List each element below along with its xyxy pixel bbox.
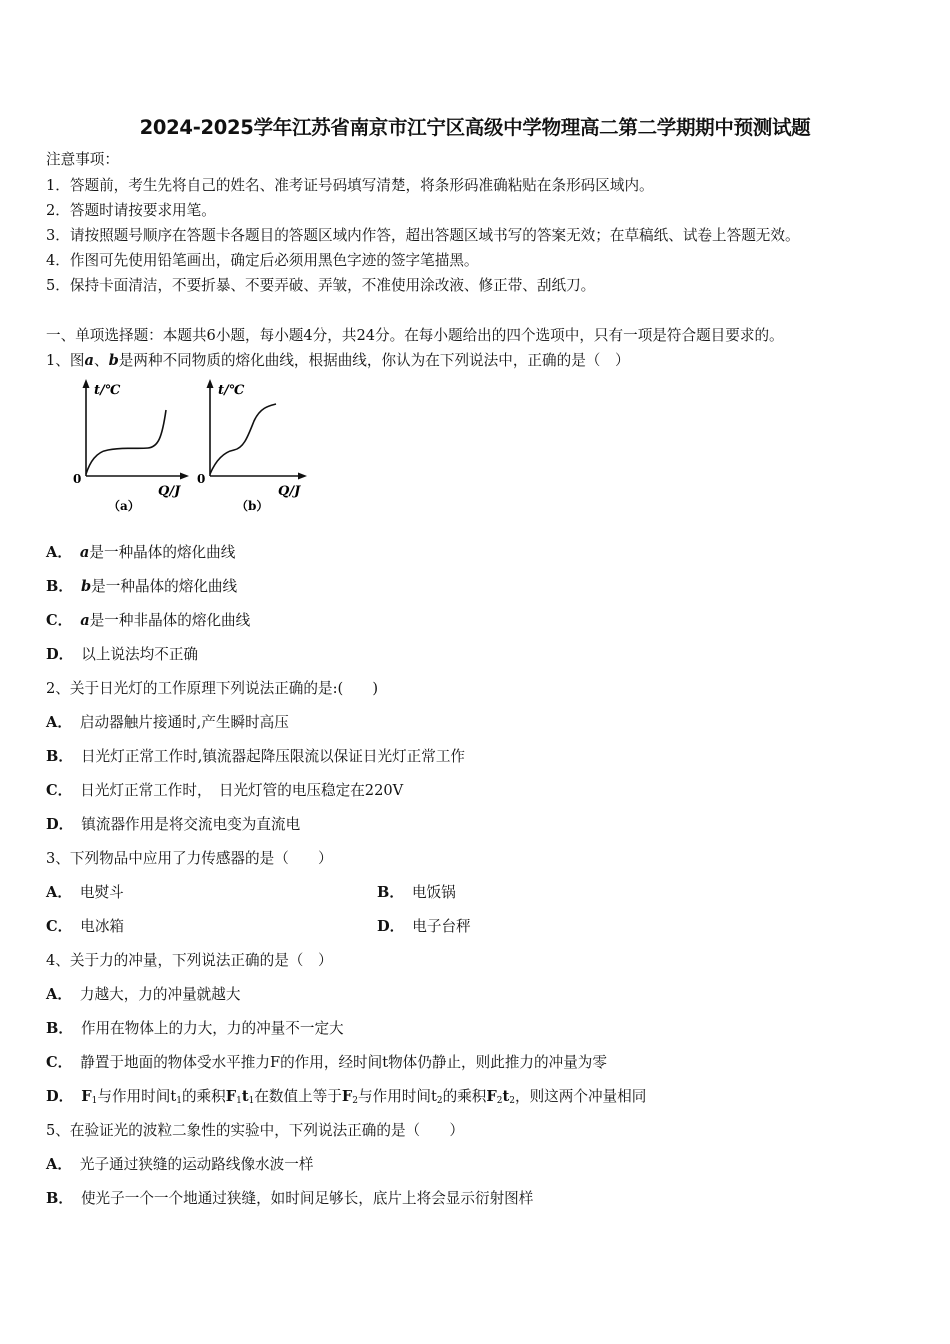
caption-a: （a） <box>108 499 140 513</box>
notice-item: 1．答题前，考生先将自己的姓名、准考证号码填写清楚，将条形码准确粘贴在条形码区域内。 <box>46 177 654 194</box>
graph-a <box>73 379 189 513</box>
melting-curves-figure <box>66 376 316 521</box>
q3-option-a: A． 电熨斗 <box>46 884 124 901</box>
q4-option-b: B． 作用在物体上的力大，力的冲量不一定大 <box>46 1020 344 1037</box>
notice-item: 5．保持卡面清洁，不要折暴、不要弄破、弄皱，不准使用涂改液、修正带、刮纸刀。 <box>46 277 596 294</box>
x-axis-label: Q/J <box>278 484 301 499</box>
y-axis-label: t/℃ <box>94 383 121 398</box>
q4-option-d: D． $F_1$与作用时间$t_1$的乘积$F_1t_1$在数值上等于$F_2$与作用时间$t_2$的乘积$F_2t_2$，则这两个冲量相同 <box>46 1088 647 1106</box>
q2-option-d: D． 镇流器作用是将交流电变为直流电 <box>46 816 301 833</box>
origin-label: 0 <box>73 472 82 486</box>
notice-item: 4．作图可先使用铅笔画出，确定后必须用黑色字迹的签字笔描黑。 <box>46 252 479 269</box>
q3-option-b: B． 电饭锅 <box>377 884 456 901</box>
q2-option-b: B． 日光灯正常工作时,镇流器起降压限流以保证日光灯正常工作 <box>46 748 466 765</box>
notice-item: 3．请按照题号顺序在答题卡各题目的答题区域内作答，超出答题区域书写的答案无效；在草稿纸、试卷上答题无效。 <box>46 227 800 244</box>
page-title: 2024-2025学年江苏省南京市江宁区高级中学物理高二第二学期期中预测试题 <box>139 116 811 139</box>
question-5-stem: 5、在验证光的波粒二象性的实验中，下列说法正确的是（ ） <box>46 1122 464 1139</box>
q4-option-c: C． 静置于地面的物体受水平推力F的作用，经时间t物体仍静止，则此推力的冲量为零 <box>46 1054 607 1071</box>
caption-b: （b） <box>236 499 269 513</box>
q2-option-c: C． 日光灯正常工作时， 日光灯管的电压稳定在220V <box>46 782 404 799</box>
notice-item: 2．答题时请按要求用笔。 <box>46 202 216 219</box>
curve-a <box>86 410 166 474</box>
q1-option-d: D． 以上说法均不正确 <box>46 646 199 663</box>
q5-option-b: B． 使光子一个一个地通过狭缝，如时间足够长，底片上将会显示衍射图样 <box>46 1190 534 1207</box>
question-4-stem: 4、关于力的冲量，下列说法正确的是（ ） <box>46 952 333 969</box>
section-heading: 一、单项选择题：本题共6小题，每小题4分，共24分。在每小题给出的四个选项中，只有一项是符合题目要求的。 <box>46 327 784 344</box>
q5-option-a: A． 光子通过狭缝的运动路线像水波一样 <box>46 1156 314 1173</box>
origin-label: 0 <box>197 472 206 486</box>
q4-option-a: A． 力越大，力的冲量就越大 <box>46 986 241 1003</box>
notice-heading: 注意事项： <box>46 151 119 168</box>
q1-option-a: A． a是一种晶体的熔化曲线 <box>46 544 236 561</box>
q3-option-d: D． 电子台秤 <box>377 918 471 935</box>
x-axis-label: Q/J <box>158 484 181 499</box>
question-1-stem: 1、图a、b是两种不同物质的熔化曲线，根据曲线，你认为在下列说法中，正确的是（ ） <box>46 352 630 369</box>
q1-option-b: B． b是一种晶体的熔化曲线 <box>46 578 238 595</box>
graph-b <box>197 379 307 513</box>
question-2-stem: 2、关于日光灯的工作原理下列说法正确的是:( ) <box>46 680 379 697</box>
question-3-stem: 3、下列物品中应用了力传感器的是（ ） <box>46 850 333 867</box>
q2-option-a: A． 启动器触片接通时,产生瞬时高压 <box>46 714 289 731</box>
curve-b <box>210 404 276 474</box>
q1-option-c: C． a是一种非晶体的熔化曲线 <box>46 612 251 629</box>
q3-option-c: C． 电冰箱 <box>46 918 125 935</box>
y-axis-label: t/℃ <box>218 383 245 398</box>
